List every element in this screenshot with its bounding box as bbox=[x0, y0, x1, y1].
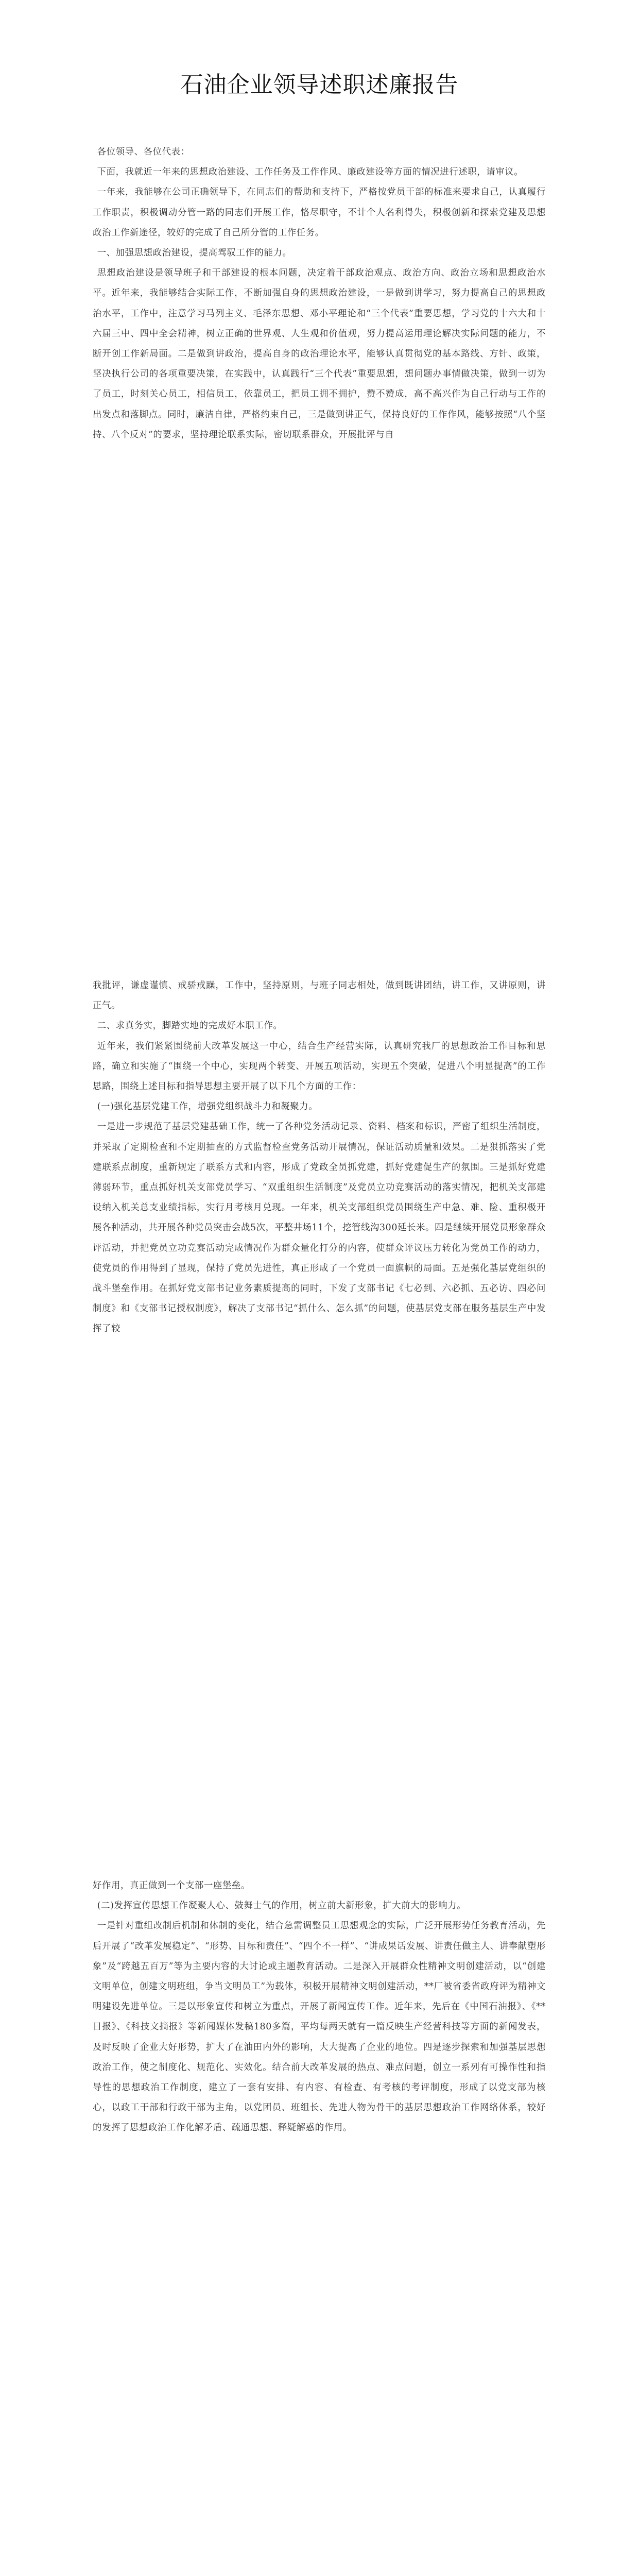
document-title: 石油企业领导述职述廉报告 bbox=[180, 72, 459, 98]
subsection-heading-1: (一)强化基层党建工作，增强党组织战斗力和凝聚力。 bbox=[97, 1101, 318, 1112]
text-block-2 bbox=[93, 976, 546, 1340]
paragraph-overview: 一年来，我能够在公司正确领导下，在同志们的帮助和支持下，严格按党员干部的标准来要求自己，认真履行工作职责，积极调动分管一路的同志们开展工作，恪尽职守，不计个人名利得失，积极创新和探索党建及思想政治工作新途径，较好的完成了自己所分管的工作任务。 bbox=[93, 187, 546, 238]
paragraph-political-building: 思想政治建设是领导班子和干部建设的根本问题，决定着干部政治观点、政治方向、政治立场和思想政治水平。近年来，我能够结合实际工作，不断加强自身的思想政治建设，一是做到讲学习，努力提高自己的思想政治水平，工作中，注意学习马列主义、毛泽东思想、邓小平理论和“三个代表”重要思想，学习党的十六大和十六届三中、四中全会精神，树立正确的世界观、人生观和价值观，努力提高运用理论解决实际问题的能力，不断开创工作新局面。二是做到讲政治，提高自身的政治理论水平，能够认真贯彻党的基本路线、方针、政策，坚决执行公司的各项重要决策，在实践中，认真践行“三个代表”重要思想，想问题办事情做决策，做到一切为了员工，时刻关心员工，相信员工，依靠员工，把员工拥不拥护，赞不赞成，高不高兴作为自己行动与工作的出发点和落脚点。同时，廉洁自律，严格约束自己，三是做到讲正气，保持良好的工作作风，能够按照“八个坚持、八个反对”的要求，坚持理论联系实际，密切联系群众，开展批评与自 bbox=[93, 268, 546, 440]
paragraph-publicity: 一是针对重组改制后机制和体制的变化，结合急需调整员工思想观念的实际，广泛开展形势任务教育活动，先后开展了“改革发展稳定”、“形势、目标和责任”、“四个不一样”、“讲成果话发展、讲责任做主人、讲奉献塑形象”及“跨越五百万”等为主要内容的大讨论或主题教育活动。二是深入开展群众性精神文明创建活动，以“创建文明单位，创建文明班组，争当文明员工”为载体，积极开展精神文明创建活动，**厂被省委省政府评为精神文明建设先进单位。三是以形象宣传和树立为重点，开展了新闻宣传工作。近年来，先后在《中国石油报》、《**日报》、《科技文摘报》等新闻媒体发稿180多篇，平均每两天就有一篇反映生产经营科技等方面的新闻发表，及时反映了企业大好形势，扩大了在油田内外的影响，大大提高了企业的地位。四是逐步探索和加强基层思想政治工作，使之制度化、规范化、实效化。结合前大改革发展的热点、难点问题，创立一系列有可操作性和指导性的思想政治工作制度，建立了一套有安排、有内容、有检查、有考核的考评制度，形成了以党支部为核心，以政工干部和行政干部为主角，以党团员、班组长、先进人物为骨干的基层思想政治工作网络体系，较好的发挥了思想政治工作化解矛盾、疏通思想、释疑解惑的作用。 bbox=[93, 1921, 546, 2133]
paragraph-work-ideas: 近年来，我们紧紧围绕前大改革发展这一中心，结合生产经营实际，认真研究我厂的思想政治工作目标和思路，确立和实施了“围绕一个中心，实现两个转变、开展五项活动，实现五个突破，促进八个明显提高”的工作思路，围绕上述目标和指导思想主要开展了以下几个方面的工作： bbox=[93, 1041, 546, 1092]
salutation: 各位领导、各位代表： bbox=[97, 147, 190, 157]
text-block-3 bbox=[93, 1876, 546, 2139]
section-heading-2: 二、求真务实，脚踏实地的完成好本职工作。 bbox=[97, 1021, 283, 1031]
paragraph-intro: 下面，我就近一年来的思想政治建设、工作任务及工作作风、廉政建设等方面的情况进行述职，请审议。 bbox=[97, 167, 524, 178]
subsection-heading-2: (二)发挥宣传思想工作凝聚人心、鼓舞士气的作用，树立前大新形象，扩大前大的影响力。 bbox=[97, 1901, 467, 1911]
section-heading-1: 一、加强思想政治建设，提高驾驭工作的能力。 bbox=[97, 248, 292, 259]
paragraph-continuation-2: 好作用，真正做到一个支部一座堡垒。 bbox=[93, 1880, 250, 1891]
text-block-1 bbox=[93, 142, 546, 445]
paragraph-party-building: 一是进一步规范了基层党建基础工作，统一了各种党务活动记录、资料、档案和标识，严密了组织生活制度，并采取了定期检查和不定期抽查的方式监督检查党务活动开展情况，保证活动质量和效果。二是狠抓落实了党建联系点制度，重新规定了联系方式和内容，形成了党政全员抓党建，抓好党建促生产的氛围。三是抓好党建薄弱环节，重点抓好机关支部党员学习、“双重组织生活制度”及党员立功竞赛活动的落实情况，把机关支部建设纳入机关总支业绩指标，实行月考核月兑现。一年来，机关支部组织党员围绕生产中急、难、险、重积极开展各种活动，共开展各种党员突击会战5次，平整井场11个，挖管线沟300延长米。四是继续开展党员形象群众评活动，并把党员立功竞赛活动完成情况作为群众量化打分的内容，使群众评议压力转化为党员工作的动力，使党员的作用得到了显现，保持了党员先进性，真正形成了一个党员一面旗帜的局面。五是强化基层党组织的战斗堡垒作用。在抓好党支部书记业务素质提高的同时，下发了支部书记《七必到、六必抓、五必访、四必问制度》和《支部书记授权制度》，解决了支部书记“抓什么、怎么抓”的问题，使基层党支部在服务基层生产中发挥了较 bbox=[93, 1122, 546, 1334]
paragraph-continuation-1: 我批评，谦虚谨慎、戒骄戒躁，工作中，坚持原则，与班子同志相处，做到既讲团结，讲工作，又讲原则，讲正气。 bbox=[93, 980, 546, 1011]
